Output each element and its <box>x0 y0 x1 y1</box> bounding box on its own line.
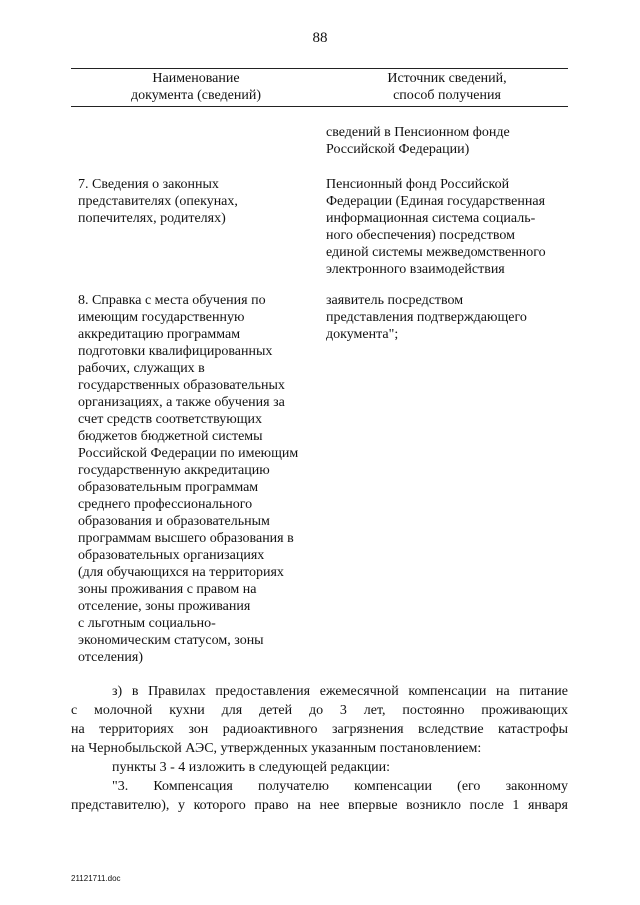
cell-line: Российской Федерации) <box>326 142 470 157</box>
cell-line: отселение, зоны проживания <box>78 599 251 614</box>
cell-line: единой системы межведомственного <box>326 245 546 260</box>
table-top-rule <box>71 68 568 69</box>
header-line: способ получения <box>393 88 501 103</box>
paragraph-line: на территориях зон радиоактивного загрязнения вследствие катастрофы <box>71 722 568 737</box>
cell-line: попечителях, родителях) <box>78 211 226 226</box>
cell-line: бюджетов бюджетной системы <box>78 429 263 444</box>
cell-line: организациях, а также обучения за <box>78 395 285 410</box>
table-header-document <box>71 70 321 104</box>
header-line: документа (сведений) <box>130 88 262 103</box>
cell-line: представителях (опекунах, <box>78 194 238 209</box>
table-row-7-document <box>78 176 238 227</box>
cell-line: 8. Справка с места обучения по <box>78 293 266 308</box>
header-line: Наименование <box>152 71 240 86</box>
cell-line: Пенсионный фонд Российской <box>326 177 510 192</box>
cell-line: отселения) <box>78 650 143 665</box>
paragraph-line: представителю), у которого право на нее впервые возникло после 1 января <box>71 798 568 813</box>
cell-line: сведений в Пенсионном фонде <box>326 125 510 140</box>
cell-line: с льготным социально- <box>78 616 216 631</box>
cell-line: электронного взаимодействия <box>326 262 505 277</box>
paragraph-points: пункты 3 - 4 изложить в следующей редакции: <box>112 760 391 775</box>
cell-line: среднего профессионального <box>78 497 253 512</box>
cell-line: (для обучающихся на территориях <box>78 565 284 580</box>
paragraph-line: с молочной кухни для детей до 3 лет, постоянно проживающих <box>71 703 568 718</box>
table-row-8-document <box>78 292 298 666</box>
cell-line: образовательных организациях <box>78 548 265 563</box>
cell-line: подготовки квалифицированных <box>78 344 273 359</box>
cell-line: представления подтверждающего <box>326 310 527 325</box>
cell-line: экономическим статусом, зоны <box>78 633 264 648</box>
cell-line: рабочих, служащих в <box>78 361 205 376</box>
cell-line: аккредитацию программам <box>78 327 241 342</box>
paragraph-z <box>71 682 568 758</box>
cell-line: счет средств соответствующих <box>78 412 262 427</box>
cell-line: образования и образовательным <box>78 514 270 529</box>
paragraph-line: "3. Компенсация получателю компенсации (его законному <box>112 779 568 794</box>
page-number: 88 <box>312 30 328 46</box>
cell-line: государственных образовательных <box>78 378 285 393</box>
cell-line: Федерации (Единая государственная <box>326 194 546 209</box>
footer-filename: 21121711.doc <box>71 874 121 883</box>
paragraph-line: на Чернобыльской АЭС, утвержденных указанным постановлением: <box>71 741 482 756</box>
cell-line: программам высшего образования в <box>78 531 294 546</box>
cell-line: Российской Федерации по имеющим <box>78 446 299 461</box>
cell-line: 7. Сведения о законных <box>78 177 219 192</box>
paragraph-quote <box>71 777 568 815</box>
table-header-rule <box>71 106 568 107</box>
cell-line: зоны проживания с правом на <box>78 582 257 597</box>
cell-line: государственную аккредитацию <box>78 463 270 478</box>
cell-line: имеющим государственную <box>78 310 245 325</box>
cell-line: заявитель посредством <box>326 293 464 308</box>
cell-line: ного обеспечения) посредством <box>326 228 515 243</box>
table-header-source <box>326 70 568 104</box>
header-line: Источник сведений, <box>387 71 507 86</box>
table-row-8-source <box>326 292 527 343</box>
cell-line: информационная система социаль- <box>326 211 536 226</box>
table-row-0-source <box>326 124 510 158</box>
table-row-7-source <box>326 176 546 278</box>
paragraph-line: з) в Правилах предоставления ежемесячной компенсации на питание <box>112 684 568 699</box>
cell-line: образовательным программам <box>78 480 259 495</box>
cell-line: документа"; <box>326 327 399 342</box>
